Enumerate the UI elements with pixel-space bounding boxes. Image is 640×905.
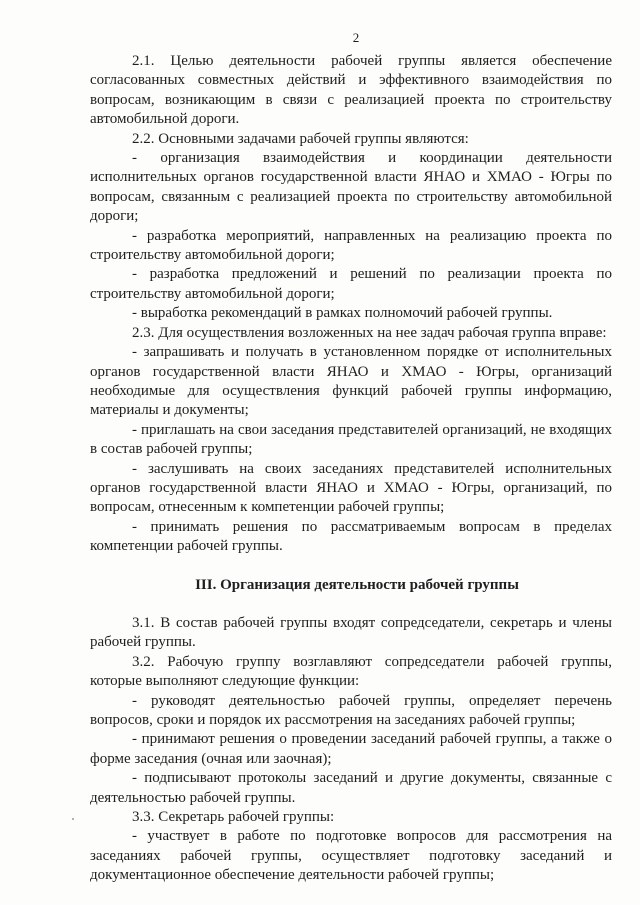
secretary-item: - участвует в работе по подготовке вопросов для рассмотрения на заседаниях рабочей группы, осуществляет подготовку заседаний и документационное обеспечение деятельности рабочей группы; [90, 828, 612, 884]
right-item: - приглашать на свои заседания представителей организаций, не входящих в состав рабочей группы; [90, 421, 612, 458]
paragraph-3-1: 3.1. В состав рабочей группы входят сопредседатели, секретарь и члены рабочей группы. [90, 614, 612, 651]
section-3-body [90, 614, 612, 886]
function-item: - подписывают протоколы заседаний и другие документы, связанные с деятельностью рабочей группы. [90, 770, 612, 806]
right-item: - принимать решения по рассматриваемым вопросам в пределах компетенции рабочей группы. [90, 518, 612, 555]
function-item: - принимают решения о проведении заседаний рабочей группы, а также о форме заседания (очная или заочная); [90, 731, 612, 767]
scan-speck [72, 818, 74, 820]
paragraph-2-1: 2.1. Целью деятельности рабочей группы является обеспечение согласованных совместных действий и эффективного взаимодействия по вопросам, возникающим в связи с реализацией проекта по строительству автомобильной дороги. [90, 53, 612, 128]
task-item: - разработка предложений и решений по реализации проекта по строительству автомобильной дороги; [90, 266, 612, 302]
task-item: - разработка мероприятий, направленных на реализацию проекта по строительству автомобильной дороги; [90, 227, 612, 264]
section-heading: III. Организация деятельности рабочей группы [195, 576, 519, 593]
task-item: - выработка рекомендаций в рамках полномочий рабочей группы. [132, 305, 553, 322]
page-number: 2 [352, 30, 360, 45]
paragraph-2-3: 2.3. Для осуществления возложенных на нее задач рабочая группа вправе: [132, 324, 607, 341]
paragraph-3-2: 3.2. Рабочую группу возглавляют сопредседатели рабочей группы, которые выполняют следующие функции: [90, 653, 612, 690]
function-item: - руководят деятельностью рабочей группы, определяет перечень вопросов, сроки и порядок их рассмотрения на заседаниях рабочей группы; [90, 692, 612, 728]
task-item: - организация взаимодействия и координации деятельности исполнительных органов государственной власти ЯНАО и ХМАО - Югры по вопросам, связанным с реализацией проекта по строительству автомобильной дороги; [90, 150, 612, 225]
paragraph-3-3: 3.3. Секретарь рабочей группы: [132, 809, 335, 826]
section-2-body [90, 52, 612, 557]
right-item: - запрашивать и получать в установленном порядке от исполнительных органов государственной власти ЯНАО и ХМАО - Югры, организаций необходимые для осуществления функций рабочей группы информацию, материалы и документы; [90, 344, 612, 419]
paragraph-2-2: 2.2. Основными задачами рабочей группы являются: [132, 130, 469, 147]
right-item: - заслушивать на своих заседаниях представителей исполнительных органов государственной власти ЯНАО и ХМАО - Югры, организаций, по вопросам, отнесенным к компетенции рабочей группы; [90, 460, 612, 516]
